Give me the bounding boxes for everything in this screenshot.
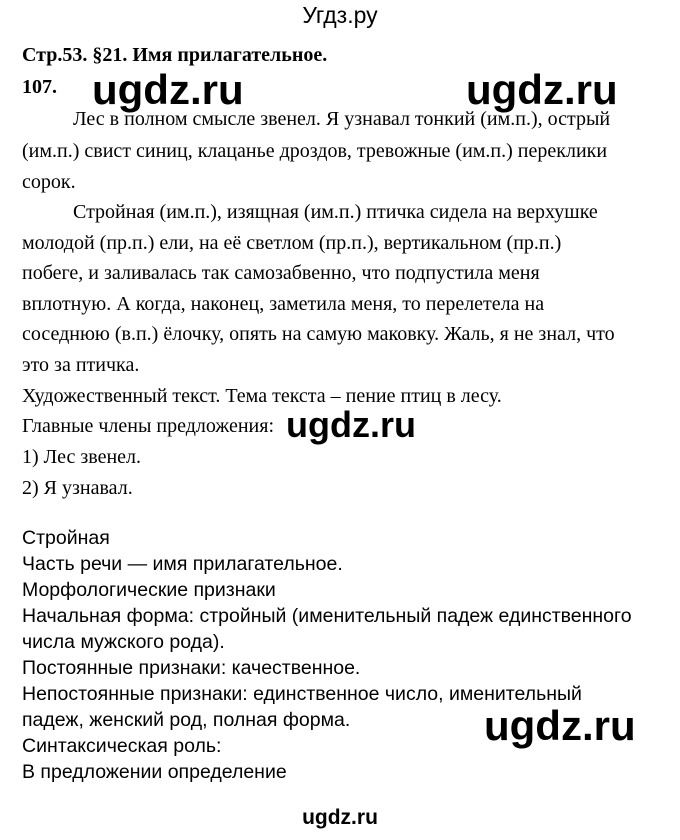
- analysis-line: Непостоянные признаки: единственное число, именительный: [22, 683, 582, 705]
- text-line: это за птичка.: [22, 354, 140, 376]
- text-line: соседнюю (в.п.) ёлочку, опять на самую маковку. Жаль, я не знал, что: [22, 323, 615, 345]
- site-footer: ugdz.ru: [302, 806, 378, 829]
- analysis-line: В предложении определение: [22, 761, 287, 783]
- watermark: ugdz.ru: [466, 66, 618, 113]
- text-line: молодой (пр.п.) ели, на её светлом (пр.п.), вертикальном (пр.п.): [22, 232, 562, 254]
- analysis-line: падеж, женский род, полная форма.: [22, 709, 351, 731]
- analysis-line: Синтаксическая роль:: [22, 735, 222, 757]
- analysis-line: Стройная: [22, 527, 110, 549]
- text-line: вплотную. А когда, наконец, заметила меня, то перелетела на: [22, 293, 545, 315]
- analysis-line: Часть речи — имя прилагательное.: [22, 553, 343, 575]
- text-line: Художественный текст. Тема текста – пение птиц в лесу.: [22, 385, 502, 407]
- text-line: Главные члены предложения:: [22, 415, 275, 437]
- text-line: Стройная (им.п.), изящная (им.п.) птичка сидела на верхушке: [73, 201, 598, 223]
- site-header: Угдз.ру: [302, 2, 378, 28]
- watermark: ugdz.ru: [484, 702, 636, 749]
- analysis-line: Постоянные признаки: качественное.: [22, 657, 361, 679]
- text-line: побеге, и заливалась так самозабвенно, что подпустила меня: [22, 262, 540, 284]
- text-line: 1) Лес звенел.: [22, 446, 142, 468]
- watermark: ugdz.ru: [286, 404, 416, 445]
- watermark: ugdz.ru: [92, 66, 244, 113]
- analysis-line: числа мужского рода).: [22, 631, 225, 653]
- text-line: сорок.: [22, 171, 76, 193]
- section-title: Стр.53. §21. Имя прилагательное.: [22, 44, 328, 66]
- analysis-line: Начальная форма: стройный (именительный падеж единственного: [22, 605, 632, 627]
- exercise-number: 107.: [22, 76, 57, 98]
- text-line: (им.п.) свист синиц, клацанье дроздов, тревожные (им.п.) переклики: [22, 140, 608, 162]
- text-line: Лес в полном смысле звенел. Я узнавал тонкий (им.п.), острый: [73, 108, 611, 130]
- text-line: 2) Я узнавал.: [22, 477, 133, 499]
- analysis-line: Морфологические признаки: [22, 579, 276, 601]
